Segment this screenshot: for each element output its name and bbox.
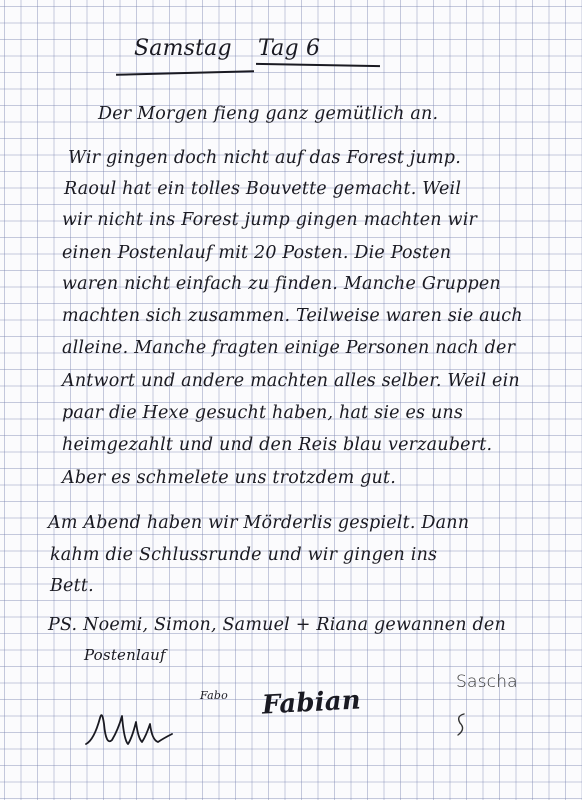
text-line: Am Abend haben wir Mörderlis gespielt. Dann — [48, 513, 470, 533]
text-line: Aber es schmelete uns trotzdem gut. — [62, 468, 396, 488]
text-line: Der Morgen fieng ganz gemütlich an. — [98, 104, 439, 124]
ps-line: PS. Noemi, Simon, Samuel + Riana gewannen den — [48, 615, 506, 635]
text-line: einen Postenlauf mit 20 Posten. Die Posten — [62, 243, 452, 263]
text-line: Raoul hat ein tolles Bouvette gemacht. Weil — [64, 179, 462, 199]
text-line: Wir gingen doch nicht auf das Forest jump. — [68, 148, 461, 168]
text-line: Antwort und andere machten alles selber. Weil ein — [62, 371, 520, 391]
signature-sascha: Sascha — [456, 672, 518, 692]
ps-line: Postenlauf — [84, 646, 166, 664]
title-tag: Tag 6 — [258, 36, 321, 61]
text-line: wir nicht ins Forest jump gingen machten wir — [62, 210, 478, 230]
title-day-underline — [116, 70, 254, 75]
text-line: Bett. — [50, 576, 94, 596]
signature-fabio: Fabo — [200, 689, 228, 702]
signature-scribble — [84, 700, 174, 752]
text-line: machten sich zusammen. Teilweise waren sie auch — [62, 306, 523, 326]
title-day: Samstag — [134, 36, 232, 61]
text-line: waren nicht einfach zu finden. Manche Gruppen — [62, 274, 501, 294]
text-line: kahm die Schlussrunde und wir gingen ins — [50, 545, 438, 565]
signature-s-mark — [452, 710, 468, 738]
text-line: alleine. Manche fragten einige Personen nach der — [62, 338, 516, 358]
text-line: paar die Hexe gesucht haben, hat sie es uns — [62, 403, 464, 423]
signature-fabian: Fabian — [261, 685, 362, 721]
text-line: heimgezahlt und und den Reis blau verzaubert. — [62, 435, 493, 455]
title-tag-underline — [256, 63, 380, 67]
